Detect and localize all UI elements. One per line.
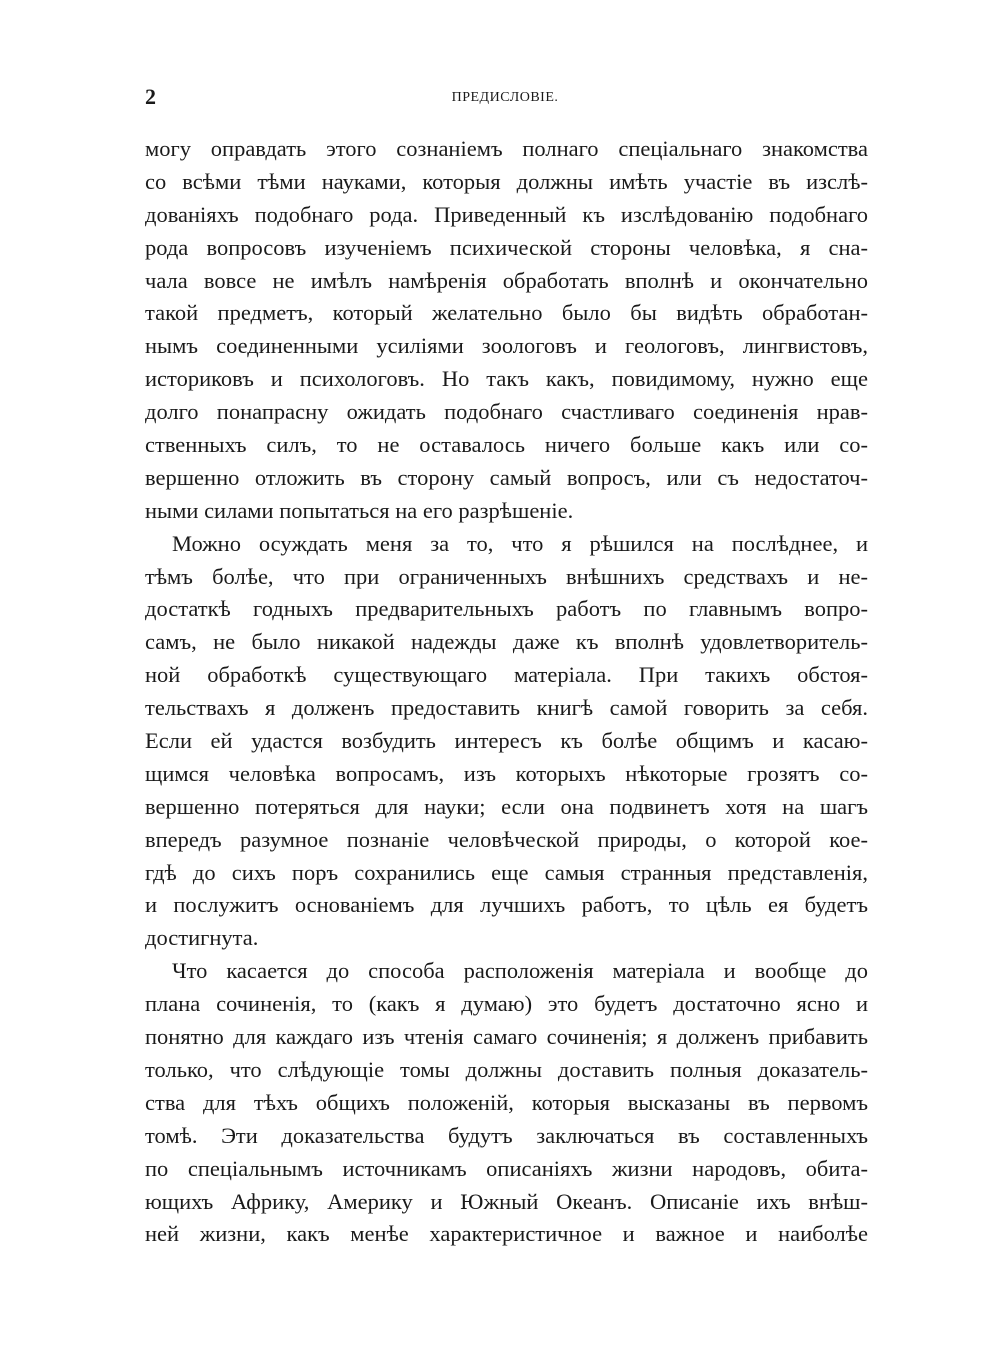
text-line: по спеціальнымъ источникамъ описаніяхъ жизни народовъ, обита- — [145, 1155, 868, 1181]
text-line: рода вопросовъ изученіемъ психической стороны человѣка, я сна- — [145, 234, 868, 260]
text-line: дованіяхъ подобнаго рода. Приведенный къ изслѣдованію подобнаго — [145, 201, 868, 227]
text-line: историковъ и психологовъ. Но такъ какъ, повидимому, нужно еще — [145, 366, 868, 392]
text-line: ной обработкѣ существующаго матеріала. При такихъ обстоя- — [145, 662, 868, 688]
text-line: долго понапрасну ожидать подобнаго счастливаго соединенія нрав- — [145, 399, 868, 425]
text-line: щимся человѣка вопросамъ, изъ которыхъ нѣкоторые грозятъ со- — [145, 760, 868, 786]
text-line: плана сочиненія, то (какъ я думаю) это будетъ достаточно ясно и — [145, 991, 868, 1017]
text-line: ней жизни, какъ менѣе характеристичное и важное и наиболѣе — [145, 1221, 868, 1247]
page-body — [145, 133, 868, 1251]
text-line: достигнута. — [145, 925, 259, 951]
text-line: самъ, не было никакой надежды даже къ вполнѣ удовлетворитель- — [145, 629, 868, 655]
text-line: только, что слѣдующіе томы должны доставить полныя доказатель- — [145, 1056, 868, 1082]
text-line: Можно осуждать меня за то, что я рѣшился на послѣднее, и — [172, 530, 868, 556]
text-line: чала вовсе не имѣлъ намѣренія обработать вполнѣ и окончательно — [145, 267, 868, 293]
text-line: тельствахъ я долженъ предоставить книгѣ самой говорить за себя. — [145, 695, 868, 721]
text-line: нымъ соединенными усиліями зоологовъ и геологовъ, лингвистовъ, — [145, 333, 868, 359]
text-line: ственныхъ силъ, то не оставалось ничего больше какъ или со- — [145, 432, 868, 458]
text-line: достаткѣ годныхъ предварительныхъ работъ по главнымъ вопро- — [145, 596, 868, 622]
text-line: со всѣми тѣми науками, которыя должны имѣть участіе въ изслѣ- — [145, 168, 868, 194]
text-line: могу оправдать этого сознаніемъ полнаго спеціальнаго знакомства — [145, 136, 868, 161]
text-line: вершенно потеряться для науки; если она подвинетъ хотя на шагъ — [145, 793, 868, 819]
text-line: ными силами попытаться на его разрѣшеніе. — [145, 497, 574, 523]
text-line: такой предметъ, который желательно было бы видѣть обработан- — [145, 300, 868, 326]
text-line: гдѣ до сихъ поръ сохранились еще самыя странныя представленія, — [145, 859, 868, 885]
text-line: тѣмъ болѣе, что при ограниченныхъ внѣшнихъ средствахъ и не- — [145, 563, 868, 589]
text-line: понятно для каждаго изъ чтенія самаго сочиненія; я долженъ прибавить — [145, 1024, 868, 1050]
text-line: томѣ. Эти доказательства будутъ заключаться въ составленныхъ — [145, 1122, 868, 1148]
text-line: вершенно отложить въ сторону самый вопросъ, или съ недостаточ- — [145, 464, 868, 490]
text-line: Если ей удастся возбудить интересъ къ болѣе общимъ и касаю- — [145, 728, 868, 754]
text-line: и послужитъ основаніемъ для лучшихъ работъ, то цѣль ея будетъ — [145, 892, 868, 918]
text-line: ства для тѣхъ общихъ положеній, которыя высказаны въ первомъ — [145, 1089, 868, 1115]
text-line: ющихъ Африку, Америку и Южный Океанъ. Описаніе ихъ внѣш- — [145, 1188, 868, 1214]
page-number: 2 — [145, 84, 156, 109]
running-head: ПРЕДИСЛОВІЕ. — [451, 90, 559, 105]
text-line: впередъ разумное познаніе человѣческой природы, о которой кое- — [145, 826, 868, 852]
text-line: Что касается до способа расположенія матеріала и вообще до — [172, 958, 868, 984]
